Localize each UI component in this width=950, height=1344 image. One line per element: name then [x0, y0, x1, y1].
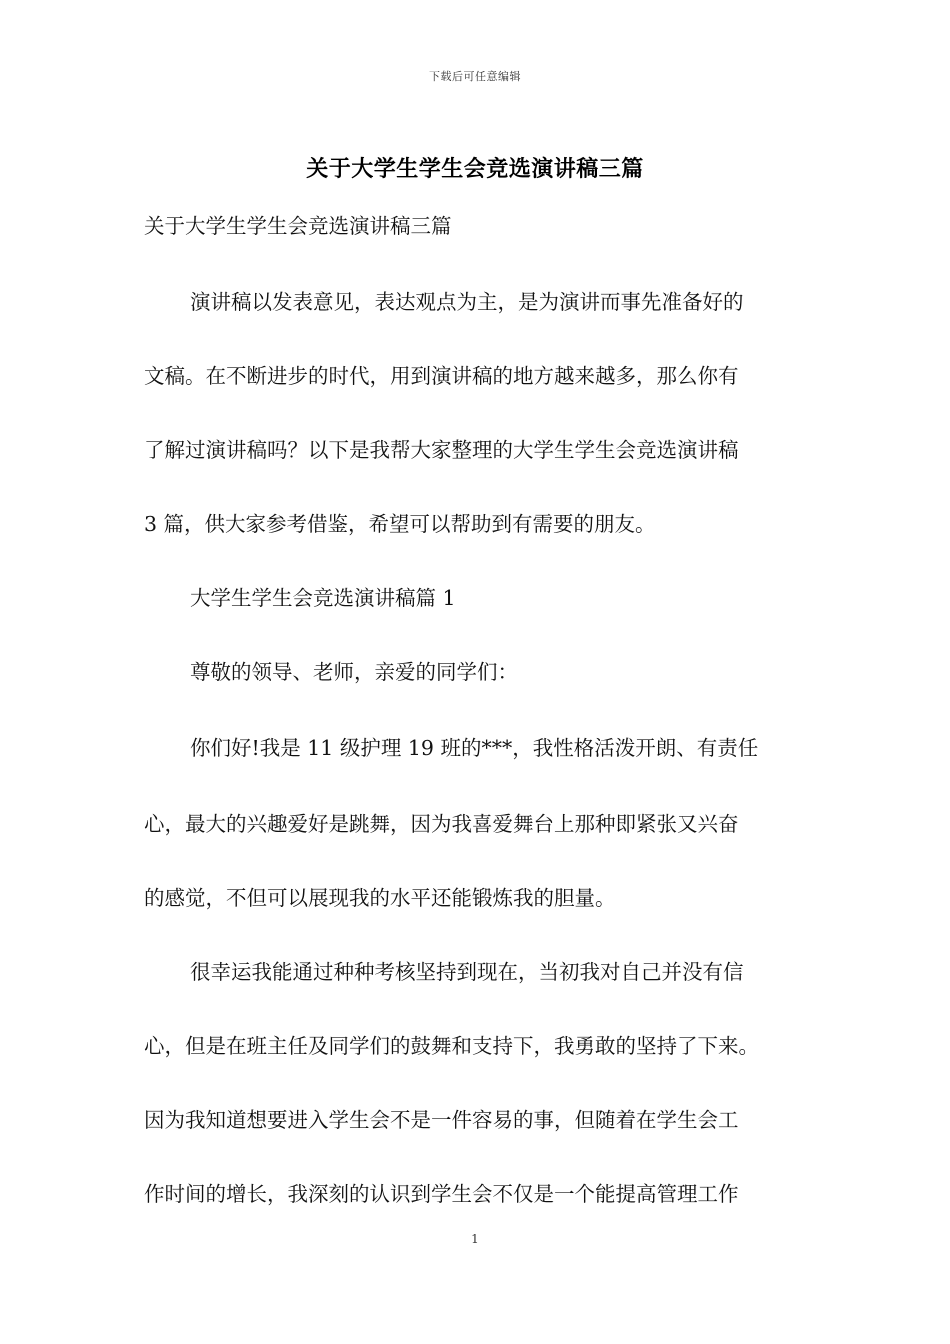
page-number: 1: [471, 1232, 479, 1246]
paragraph-line: 因为我知道想要进入学生会不是一件容易的事，但随着在学生会工: [144, 1108, 739, 1132]
paragraph-line: 心，但是在班主任及同学们的鼓舞和支持下，我勇敢的坚持了下来。: [144, 1034, 759, 1058]
paragraph-line: 心，最大的兴趣爱好是跳舞，因为我喜爱舞台上那种即紧张又兴奋: [144, 812, 739, 836]
paragraph-line: 的感觉，不但可以展现我的水平还能锻炼我的胆量。: [144, 886, 616, 910]
header-note: 下载后可任意编辑: [429, 70, 521, 83]
paragraph-line: 了解过演讲稿吗？以下是我帮大家整理的大学生学生会竞选演讲稿: [144, 438, 739, 462]
paragraph-line: 文稿。在不断进步的时代，用到演讲稿的地方越来越多，那么你有: [144, 364, 739, 388]
subtitle-line: 关于大学生学生会竞选演讲稿三篇: [144, 214, 452, 238]
document-title: 关于大学生学生会竞选演讲稿三篇: [306, 156, 644, 182]
paragraph-line: 作时间的增长，我深刻的认识到学生会不仅是一个能提高管理工作: [144, 1182, 739, 1206]
paragraph-line: 3 篇，供大家参考借鉴，希望可以帮助到有需要的朋友。: [144, 512, 656, 536]
paragraph-line: 很幸运我能通过种种考核坚持到现在，当初我对自己并没有信: [190, 960, 744, 984]
paragraph-line: 演讲稿以发表意见，表达观点为主，是为演讲而事先准备好的: [190, 290, 744, 314]
section-heading: 大学生学生会竞选演讲稿篇 1: [190, 586, 456, 610]
paragraph-line: 你们好!我是 11 级护理 19 班的***，我性格活泼开朗、有责任: [190, 736, 759, 760]
salutation-line: 尊敬的领导、老师，亲爱的同学们：: [190, 660, 518, 684]
